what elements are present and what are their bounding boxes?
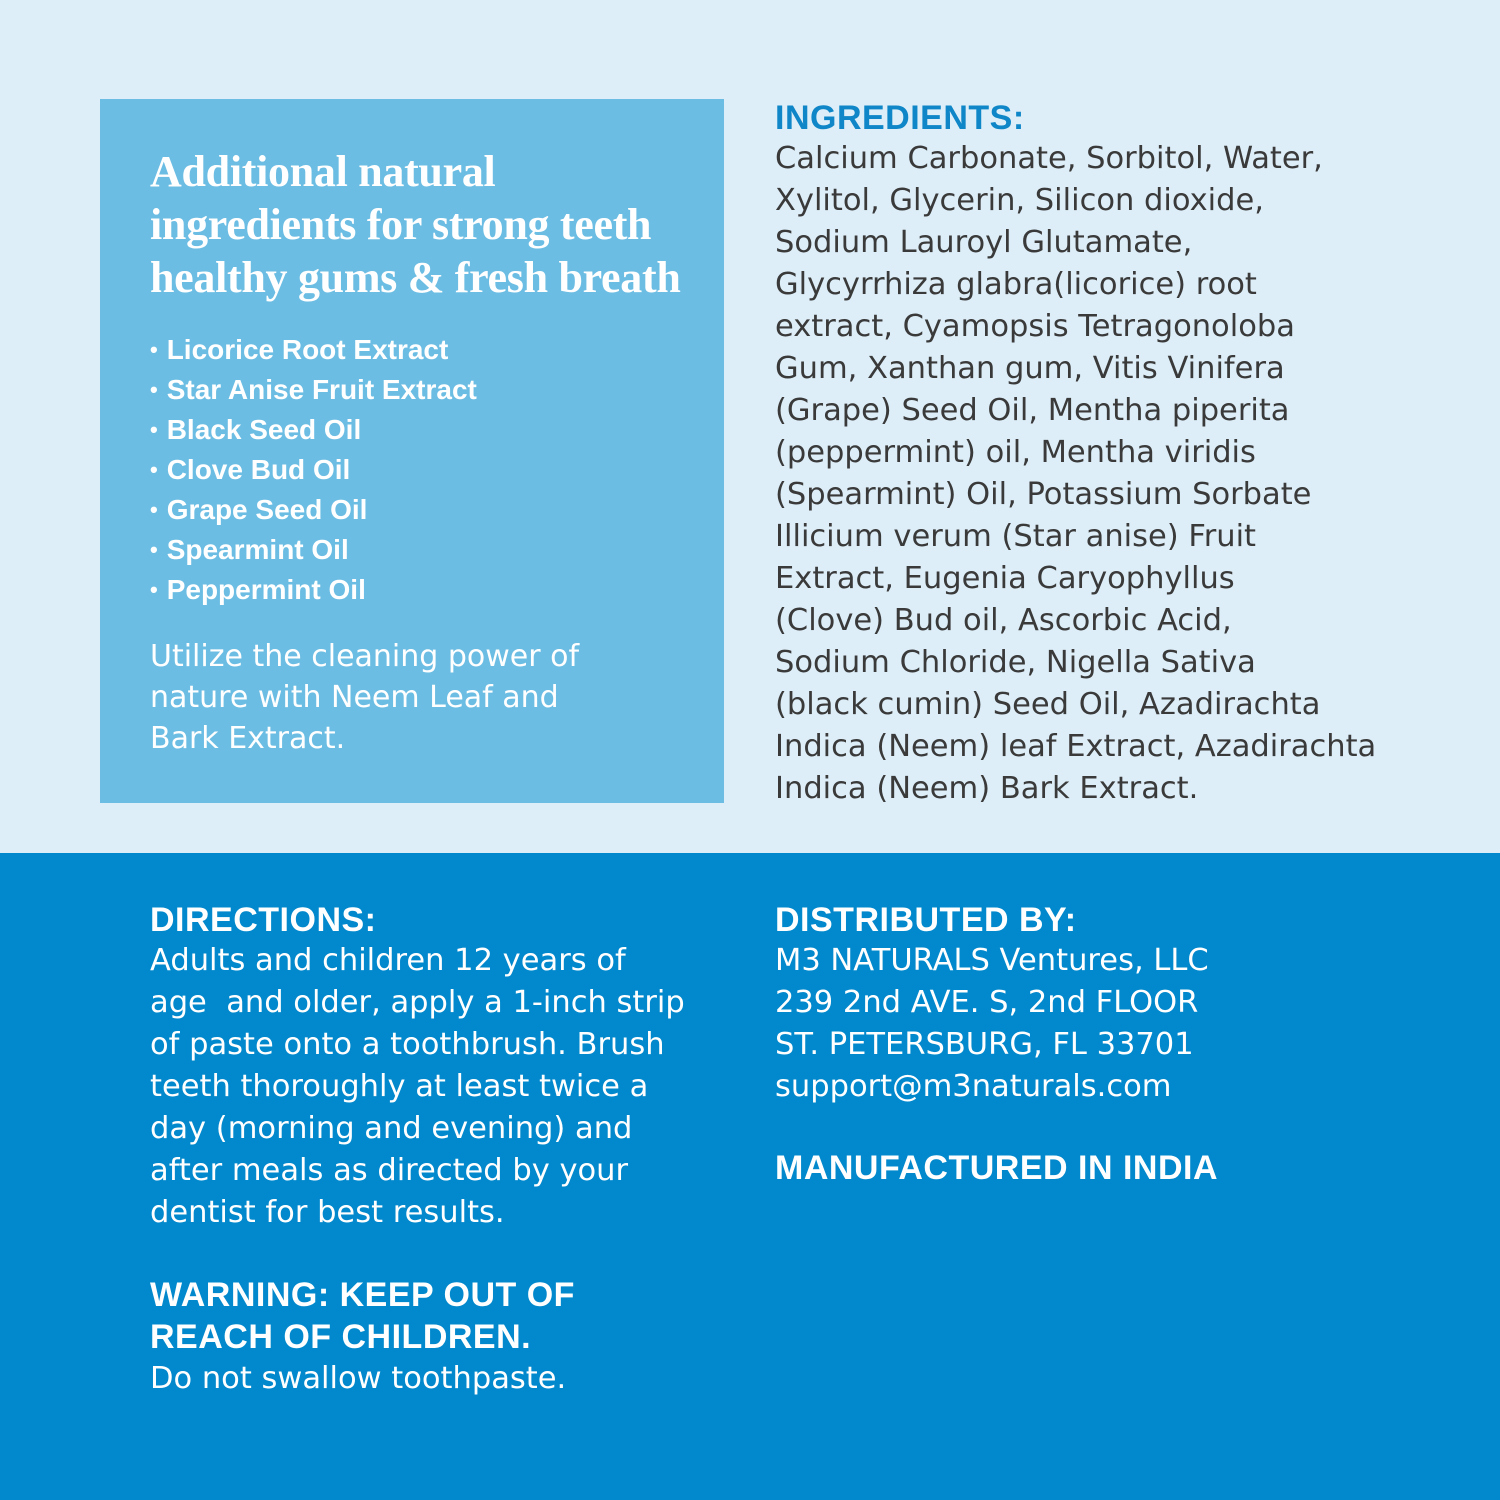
text-line: after meals as directed by your [150, 1153, 629, 1188]
list-item [150, 450, 694, 490]
list-item-label: Black Seed Oil [166, 414, 362, 445]
text-line: age and older, apply a 1-inch strip [150, 985, 685, 1020]
text-line: (black cumin) Seed Oil, Azadirachta [775, 687, 1321, 722]
warning-line: REACH OF CHILDREN. [150, 1318, 532, 1356]
list-item-label: Spearmint Oil [166, 534, 349, 565]
directions-section [150, 900, 740, 1400]
warning-section [150, 1274, 740, 1400]
manufactured-in-india: MANUFACTURED IN INDIA [775, 1149, 1219, 1187]
street-address: 239 2nd AVE. S, 2nd FLOOR [775, 985, 1199, 1020]
title-line: healthy gums & fresh breath [150, 253, 681, 302]
title-line: ingredients for strong teeth [150, 200, 652, 249]
text-line: Illicium verum (Star anise) Fruit [775, 519, 1257, 554]
neem-note [150, 636, 694, 759]
list-item [150, 570, 694, 610]
directions-text [150, 940, 740, 1234]
company-name: M3 NATURALS Ventures, LLC [775, 943, 1209, 978]
natural-ingredients-list [150, 330, 694, 610]
text-line: of paste onto a toothbrush. Brush [150, 1027, 665, 1062]
note-line: nature with Neem Leaf and [150, 680, 559, 715]
bullet-icon: • [150, 497, 158, 522]
text-line: Calcium Carbonate, Sorbitol, Water, [775, 141, 1323, 176]
ingredients-section [775, 98, 1475, 810]
text-line: teeth thoroughly at least twice a [150, 1069, 649, 1104]
title-line: Additional natural [150, 147, 496, 196]
list-item-label: Clove Bud Oil [166, 454, 351, 485]
ingredients-heading: INGREDIENTS: [775, 99, 1025, 137]
warning-line: WARNING: KEEP OUT OF [150, 1276, 575, 1314]
text-line: (Clove) Bud oil, Ascorbic Acid, [775, 603, 1232, 638]
text-line: extract, Cyamopsis Tetragonoloba [775, 309, 1295, 344]
text-line: Sodium Chloride, Nigella Sativa [775, 645, 1256, 680]
list-item [150, 490, 694, 530]
text-line: Adults and children 12 years of [150, 943, 626, 978]
bullet-icon: • [150, 377, 158, 402]
list-item [150, 410, 694, 450]
natural-ingredients-title [150, 145, 694, 304]
bullet-icon: • [150, 577, 158, 602]
text-line: day (morning and evening) and [150, 1111, 633, 1146]
text-line: dentist for best results. [150, 1195, 505, 1230]
list-item [150, 330, 694, 370]
list-item [150, 370, 694, 410]
text-line: Glycyrrhiza glabra(licorice) root [775, 267, 1257, 302]
list-item-label: Licorice Root Extract [166, 334, 449, 365]
ingredients-text [775, 138, 1475, 810]
list-item-label: Peppermint Oil [166, 574, 366, 605]
bullet-icon: • [150, 417, 158, 442]
text-line: Xylitol, Glycerin, Silicon dioxide, [775, 183, 1264, 218]
list-item-label: Grape Seed Oil [166, 494, 368, 525]
text-line: Sodium Lauroyl Glutamate, [775, 225, 1193, 260]
directions-heading: DIRECTIONS: [150, 901, 377, 939]
text-line: Indica (Neem) Bark Extract. [775, 771, 1199, 806]
bullet-icon: • [150, 457, 158, 482]
list-item-label: Star Anise Fruit Extract [166, 374, 477, 405]
note-line: Utilize the cleaning power of [150, 639, 580, 674]
text-line: Gum, Xanthan gum, Vitis Vinifera [775, 351, 1285, 386]
support-email: support@m3naturals.com [775, 1069, 1172, 1104]
text-line: (Grape) Seed Oil, Mentha piperita [775, 393, 1290, 428]
text-line: (Spearmint) Oil, Potassium Sorbate [775, 477, 1312, 512]
note-line: Bark Extract. [150, 721, 346, 756]
warning-heading [150, 1274, 740, 1358]
distributor-section [775, 900, 1475, 1188]
distributor-heading: DISTRIBUTED BY: [775, 901, 1077, 939]
bullet-icon: • [150, 537, 158, 562]
text-line: (peppermint) oil, Mentha viridis [775, 435, 1256, 470]
list-item [150, 530, 694, 570]
natural-ingredients-box [100, 99, 724, 803]
bullet-icon: • [150, 337, 158, 362]
text-line: Extract, Eugenia Caryophyllus [775, 561, 1235, 596]
distributor-address [775, 940, 1475, 1108]
city-state-zip: ST. PETERSBURG, FL 33701 [775, 1027, 1194, 1062]
text-line: Indica (Neem) leaf Extract, Azadirachta [775, 729, 1377, 764]
warning-text: Do not swallow toothpaste. [150, 1361, 567, 1396]
